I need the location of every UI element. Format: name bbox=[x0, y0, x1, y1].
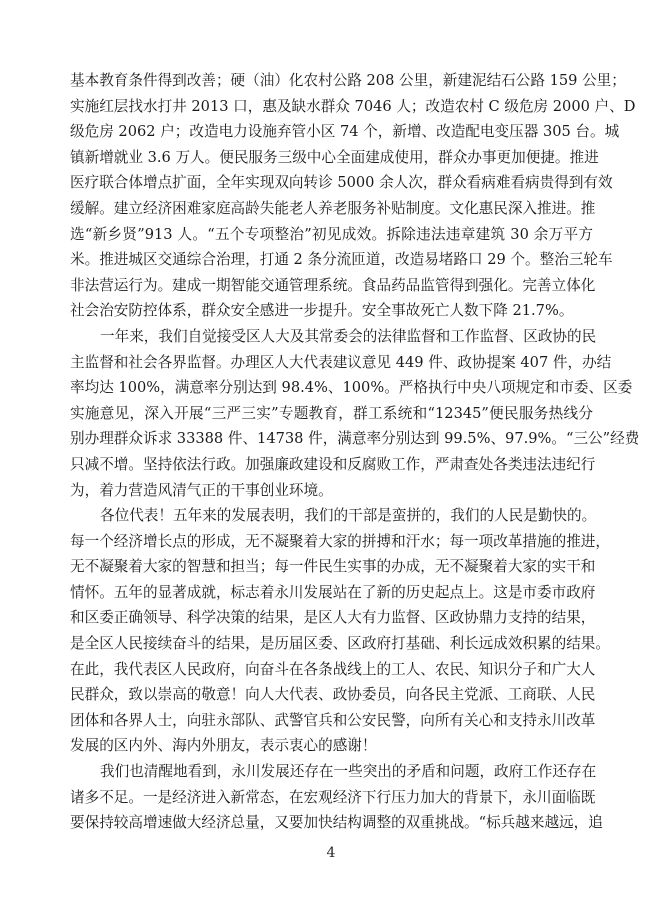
text-line: 只减不增。坚持依法行政。加强廉政建设和反腐败工作，严肃查处各类违法违纪行 bbox=[70, 455, 596, 473]
text-line: 一年来，我们自觉接受区人大及其常委会的法律监督和工作监督、区政协的民 bbox=[100, 327, 597, 345]
text-line: 每一个经济增长点的形成，无不凝聚着大家的拼搏和汗水；每一项改革措施的推进， bbox=[70, 532, 610, 550]
text-line: 缓解。建立经济困难家庭高龄失能老人养老服务补贴制度。文化惠民深入推进。推 bbox=[70, 199, 596, 217]
text-line: 米。推进城区交通综合治理，打通 2 条分流匝道，改造易堵路口 29 个。整治三轮车 bbox=[70, 251, 613, 269]
text-line: 选“新乡贤”913 人。“五个专项整治”初见成效。拆除违法违章建筑 30 余万平方 bbox=[70, 225, 593, 243]
text-line: 诸多不足。一是经济进入新常态，在宏观经济下行压力加大的背景下，永川面临既 bbox=[70, 788, 596, 806]
text-line: 率均达 100%，满意率分别达到 98.4%、100%。严格执行中央八项规定和市委、区委 bbox=[70, 379, 633, 397]
text-line: 在此，我代表区人民政府，向奋斗在各条战线上的工人、农民、知识分子和广大人 bbox=[70, 660, 596, 678]
text-line: 要保持较高增速做大经济总量，又要加快结构调整的双重挑战。“标兵越来越远，追 bbox=[70, 814, 603, 832]
text-line: 无不凝聚着大家的智慧和担当；每一件民生实事的办成，无不凝聚着大家的实干和 bbox=[70, 558, 596, 576]
text-line: 为，着力营造风清气正的干事创业环境。 bbox=[70, 481, 333, 499]
body-text bbox=[70, 68, 640, 836]
text-line: 社会治安防控体系，群众安全感进一步提升。安全事故死亡人数下降 21.7%。 bbox=[70, 302, 574, 320]
text-line: 基本教育条件得到改善；硬（油）化农村公路 208 公里，新建泥结石公路 159 公里； bbox=[70, 72, 626, 89]
text-line: 非法营运行为。建成一期智能交通管理系统。食品药品监管得到强化。完善立体化 bbox=[70, 276, 596, 294]
text-line: 是全区人民接续奋斗的结果，是历届区委、区政府打基础、利长远成效积累的结果。 bbox=[70, 635, 610, 653]
text-line: 民群众，致以崇高的敬意！向人大代表、政协委员，向各民主党派、工商联、人民 bbox=[70, 686, 596, 704]
text-line: 团体和各界人士，向驻永部队、武警官兵和公安民警，向所有关心和支持永川改革 bbox=[70, 711, 596, 729]
text-line: 实施红层找水打井 2013 口，惠及缺水群众 7046 人；改造农村 C 级危房 2000 户、D bbox=[70, 97, 636, 115]
text-line: 实施意见，深入开展“三严三实”专题教育，群工系统和“12345”便民服务热线分 bbox=[70, 404, 593, 422]
text-line: 级危房 2062 户；改造电力设施弃管小区 74 个，新增、改造配电变压器 305 台。城 bbox=[70, 123, 620, 141]
text-line: 发展的区内外、海内外朋友，表示衷心的感谢！ bbox=[70, 737, 377, 755]
text-line: 我们也清醒地看到，永川发展还存在一些突出的矛盾和问题，政府工作还存在 bbox=[100, 763, 597, 781]
page-number: 4 bbox=[326, 845, 336, 861]
text-line: 情怀。五年的显著成就，标志着永川发展站在了新的历史起点上。这是市委市政府 bbox=[70, 583, 596, 601]
text-line: 主监督和社会各界监督。办理区人大代表建议意见 449 件、政协提案 407 件，办结 bbox=[70, 353, 612, 371]
text-line: 各位代表！五年来的发展表明，我们的干部是蛮拼的，我们的人民是勤快的。 bbox=[100, 507, 597, 525]
text-line: 医疗联合体增点扩面，全年实现双向转诊 5000 余人次，群众看病难看病贵得到有效 bbox=[70, 174, 613, 192]
text-line: 别办理群众诉求 33388 件、14738 件，满意率分别达到 99.5%、97.9%。“三公”经费 bbox=[70, 430, 640, 448]
text-line: 镇新增就业 3.6 万人。便民服务三级中心全面建成使用，群众办事更加便捷。推进 bbox=[70, 148, 599, 166]
text-line: 和区委正确领导、科学决策的结果，是区人大有力监督、区政协鼎力支持的结果， bbox=[70, 609, 596, 627]
